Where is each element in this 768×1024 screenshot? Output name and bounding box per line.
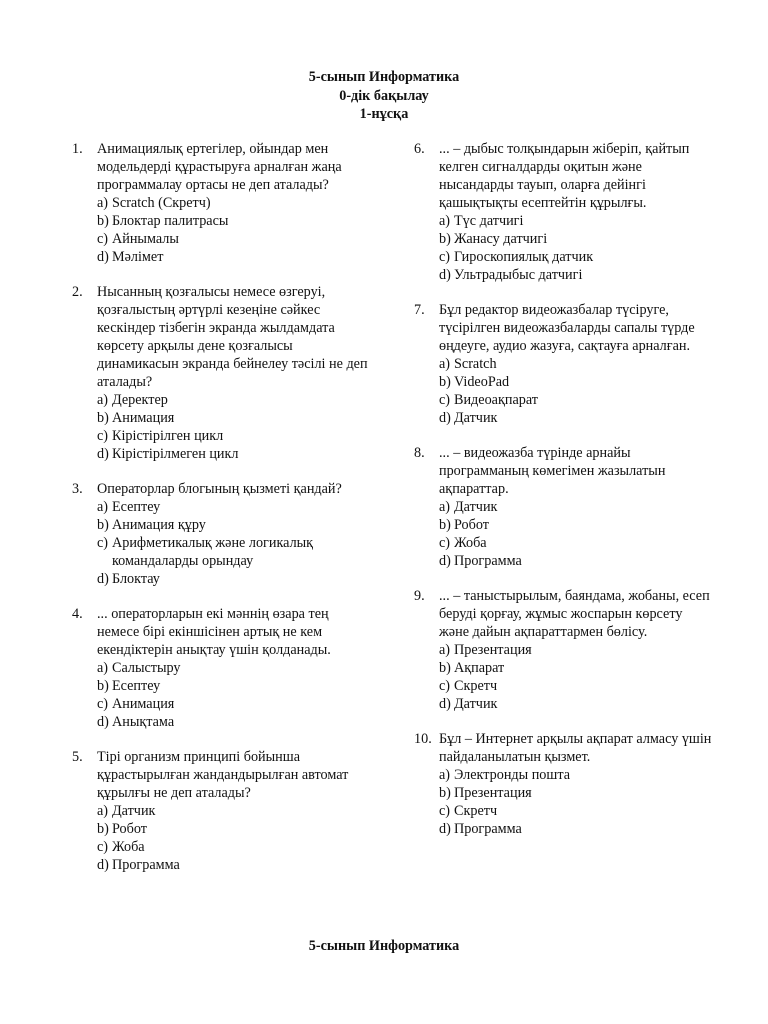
option-letter: a) xyxy=(97,392,109,408)
option-letter: d) xyxy=(439,410,451,426)
option-c xyxy=(97,534,372,570)
option-d xyxy=(439,409,714,427)
option-letter: c) xyxy=(439,392,451,408)
option-text: Есептеу xyxy=(112,678,161,694)
option-letter: a) xyxy=(439,642,451,658)
option-a xyxy=(97,391,372,409)
option-text: Программа xyxy=(454,553,522,569)
option-d xyxy=(97,445,372,463)
question-text: Анимациялық ертегілер, ойындар мен модельдерді құрастыруға арналған жаңа программалау ортасы не деп аталады? xyxy=(97,141,342,193)
option-text: Робот xyxy=(112,821,147,837)
option-text: Электронды пошта xyxy=(454,767,570,783)
option-letter: d) xyxy=(439,553,451,569)
question-number: 10. xyxy=(414,731,432,747)
option-letter: d) xyxy=(97,249,109,265)
option-text: Арифметикалық және логикалық командаларды орындау xyxy=(112,535,314,569)
option-b xyxy=(439,373,714,391)
option-d xyxy=(439,820,714,838)
option-text: Блоктар палитрасы xyxy=(112,213,229,229)
option-text: Программа xyxy=(112,857,180,873)
option-letter: a) xyxy=(439,767,451,783)
option-d xyxy=(439,552,714,570)
option-letter: c) xyxy=(439,249,451,265)
question-8 xyxy=(414,444,714,570)
option-text: Мәлімет xyxy=(112,249,164,265)
option-letter: b) xyxy=(97,517,109,533)
option-text: Кірістірілмеген цикл xyxy=(112,446,239,462)
option-d xyxy=(439,266,714,284)
option-letter: c) xyxy=(97,428,109,444)
option-letter: d) xyxy=(97,857,109,873)
question-text: ... – таныстырылым, баяндама, жобаны, есеп беруді қорғау, жұмыс жоспарын көрсету және дайын ақпараттармен бөлісу. xyxy=(439,588,710,640)
option-letter: d) xyxy=(439,267,451,283)
option-b xyxy=(97,516,372,534)
option-text: Жоба xyxy=(112,839,145,855)
question-number: 2. xyxy=(72,284,83,300)
question-6 xyxy=(414,140,714,284)
option-a xyxy=(97,194,372,212)
option-text: Ультрадыбыс датчигі xyxy=(454,267,583,283)
option-text: Видеоақпарат xyxy=(454,392,538,408)
option-b xyxy=(97,212,372,230)
question-text: Бұл редактор видеожазбалар түсіруге, түсірілген видеожазбаларды сапалы түрде өңдеуге, аудио жазуға, сақтауға арналған. xyxy=(439,302,695,354)
option-text: Салыстыру xyxy=(112,660,181,676)
option-text: Блоктау xyxy=(112,571,160,587)
option-text: Айнымалы xyxy=(112,231,179,247)
option-d xyxy=(97,856,372,874)
document-subtitle: 0-дік бақылау xyxy=(339,87,429,104)
option-letter: a) xyxy=(97,803,109,819)
left-question-column xyxy=(72,140,372,891)
question-text: ... – дыбыс толқындарын жіберіп, қайтып келген сигналдарды оқитын және нысандарды тауып, оларға дейінгі қашықтықты есептейтін құрылғы. xyxy=(439,141,690,211)
option-letter: d) xyxy=(97,446,109,462)
option-letter: a) xyxy=(97,660,109,676)
option-letter: c) xyxy=(97,839,109,855)
option-a xyxy=(439,498,714,516)
option-d xyxy=(97,570,372,588)
option-letter: a) xyxy=(439,213,451,229)
option-b xyxy=(439,659,714,677)
option-c xyxy=(439,534,714,552)
question-text: Тірі организм принципі бойынша құрастырылған жандандырылған автомат құрылғы не деп аталады? xyxy=(97,749,349,801)
option-letter: c) xyxy=(439,803,451,819)
question-text: Операторлар блогының қызметі қандай? xyxy=(97,481,342,497)
option-d xyxy=(439,695,714,713)
option-text: Деректер xyxy=(112,392,168,408)
option-text: Скретч xyxy=(454,678,498,694)
option-text: Робот xyxy=(454,517,489,533)
option-text: Анықтама xyxy=(112,714,175,730)
option-a xyxy=(439,355,714,373)
option-c xyxy=(439,802,714,820)
question-9 xyxy=(414,587,714,713)
option-c xyxy=(97,838,372,856)
option-letter: d) xyxy=(97,571,109,587)
option-letter: d) xyxy=(97,714,109,730)
option-letter: b) xyxy=(97,410,109,426)
question-number: 3. xyxy=(72,481,83,497)
option-a xyxy=(97,659,372,677)
option-a xyxy=(439,766,714,784)
question-number: 8. xyxy=(414,445,425,461)
option-letter: d) xyxy=(439,821,451,837)
option-letter: b) xyxy=(439,231,451,247)
question-1 xyxy=(72,140,372,266)
question-7 xyxy=(414,301,714,427)
option-text: Датчик xyxy=(454,410,498,426)
question-text: Нысанның қозғалысы немесе өзгеруі, қозғалыстың әртүрлі кезеңіне сәйкес кескіндер тізбегін экранда жылдамдата көрсету арқылы дене қозғалысы динамикасын экранда бейнелеу тәсілі не деп аталады? xyxy=(97,284,368,390)
question-number: 5. xyxy=(72,749,83,765)
option-text: VideoPad xyxy=(454,374,510,390)
option-text: Датчик xyxy=(454,499,498,515)
option-text: Анимация құру xyxy=(112,517,206,533)
option-c xyxy=(439,248,714,266)
option-c xyxy=(97,427,372,445)
question-number: 1. xyxy=(72,141,83,157)
option-a xyxy=(97,498,372,516)
option-text: Программа xyxy=(454,821,522,837)
question-3 xyxy=(72,480,372,588)
option-letter: d) xyxy=(439,696,451,712)
option-text: Түс датчигі xyxy=(454,213,524,229)
option-text: Гироскопиялық датчик xyxy=(454,249,594,265)
option-letter: a) xyxy=(97,499,109,515)
option-text: Датчик xyxy=(112,803,156,819)
option-a xyxy=(439,641,714,659)
option-text: Ақпарат xyxy=(454,660,505,676)
question-10 xyxy=(414,730,714,838)
option-d xyxy=(97,248,372,266)
option-letter: b) xyxy=(439,374,451,390)
option-letter: b) xyxy=(439,660,451,676)
option-b xyxy=(97,409,372,427)
option-letter: b) xyxy=(439,517,451,533)
option-letter: a) xyxy=(439,499,451,515)
option-letter: a) xyxy=(439,356,451,372)
option-c xyxy=(97,230,372,248)
option-letter: c) xyxy=(97,231,109,247)
option-text: Кірістірілген цикл xyxy=(112,428,224,444)
question-number: 9. xyxy=(414,588,425,604)
option-d xyxy=(97,713,372,731)
document-header xyxy=(0,68,768,124)
option-c xyxy=(439,677,714,695)
option-letter: c) xyxy=(97,535,109,551)
option-b xyxy=(439,230,714,248)
question-5 xyxy=(72,748,372,874)
option-text: Датчик xyxy=(454,696,498,712)
document-title: 5-сынып Информатика xyxy=(308,69,460,85)
question-number: 6. xyxy=(414,141,425,157)
question-number: 7. xyxy=(414,302,425,318)
option-letter: c) xyxy=(439,678,451,694)
option-letter: b) xyxy=(97,213,109,229)
option-letter: b) xyxy=(439,785,451,801)
option-letter: b) xyxy=(97,678,109,694)
option-text: Скретч xyxy=(454,803,498,819)
option-text: Презентация xyxy=(454,642,532,658)
right-question-column xyxy=(414,140,714,855)
option-text: Scratch xyxy=(454,356,497,372)
option-text: Scratch (Скретч) xyxy=(112,195,211,211)
option-letter: c) xyxy=(439,535,451,551)
question-2 xyxy=(72,283,372,463)
question-text: Бұл – Интернет арқылы ақпарат алмасу үшін пайдаланылатын қызмет. xyxy=(439,731,712,765)
question-text: ... операторларын екі мәннің өзара тең немесе бірі екіншісінен артық не кем екендіктерін анықтау үшін қолданады. xyxy=(97,606,331,658)
option-b xyxy=(439,516,714,534)
option-text: Анимация xyxy=(112,410,175,426)
question-number: 4. xyxy=(72,606,83,622)
option-text: Есептеу xyxy=(112,499,161,515)
option-letter: a) xyxy=(97,195,109,211)
next-page-title: 5-сынып Информатика xyxy=(308,938,460,954)
option-letter: b) xyxy=(97,821,109,837)
option-c xyxy=(439,391,714,409)
option-text: Жанасу датчигі xyxy=(454,231,548,247)
option-text: Презентация xyxy=(454,785,532,801)
option-text: Анимация xyxy=(112,696,175,712)
option-b xyxy=(439,784,714,802)
option-c xyxy=(97,695,372,713)
option-a xyxy=(97,802,372,820)
document-variant: 1-нұсқа xyxy=(359,106,409,122)
option-letter: c) xyxy=(97,696,109,712)
option-b xyxy=(97,677,372,695)
question-text: ... – видеожазба түрінде арнайы программаның көмегімен жазылатын ақпараттар. xyxy=(439,445,666,497)
option-b xyxy=(97,820,372,838)
question-4 xyxy=(72,605,372,731)
option-text: Жоба xyxy=(454,535,487,551)
option-a xyxy=(439,212,714,230)
